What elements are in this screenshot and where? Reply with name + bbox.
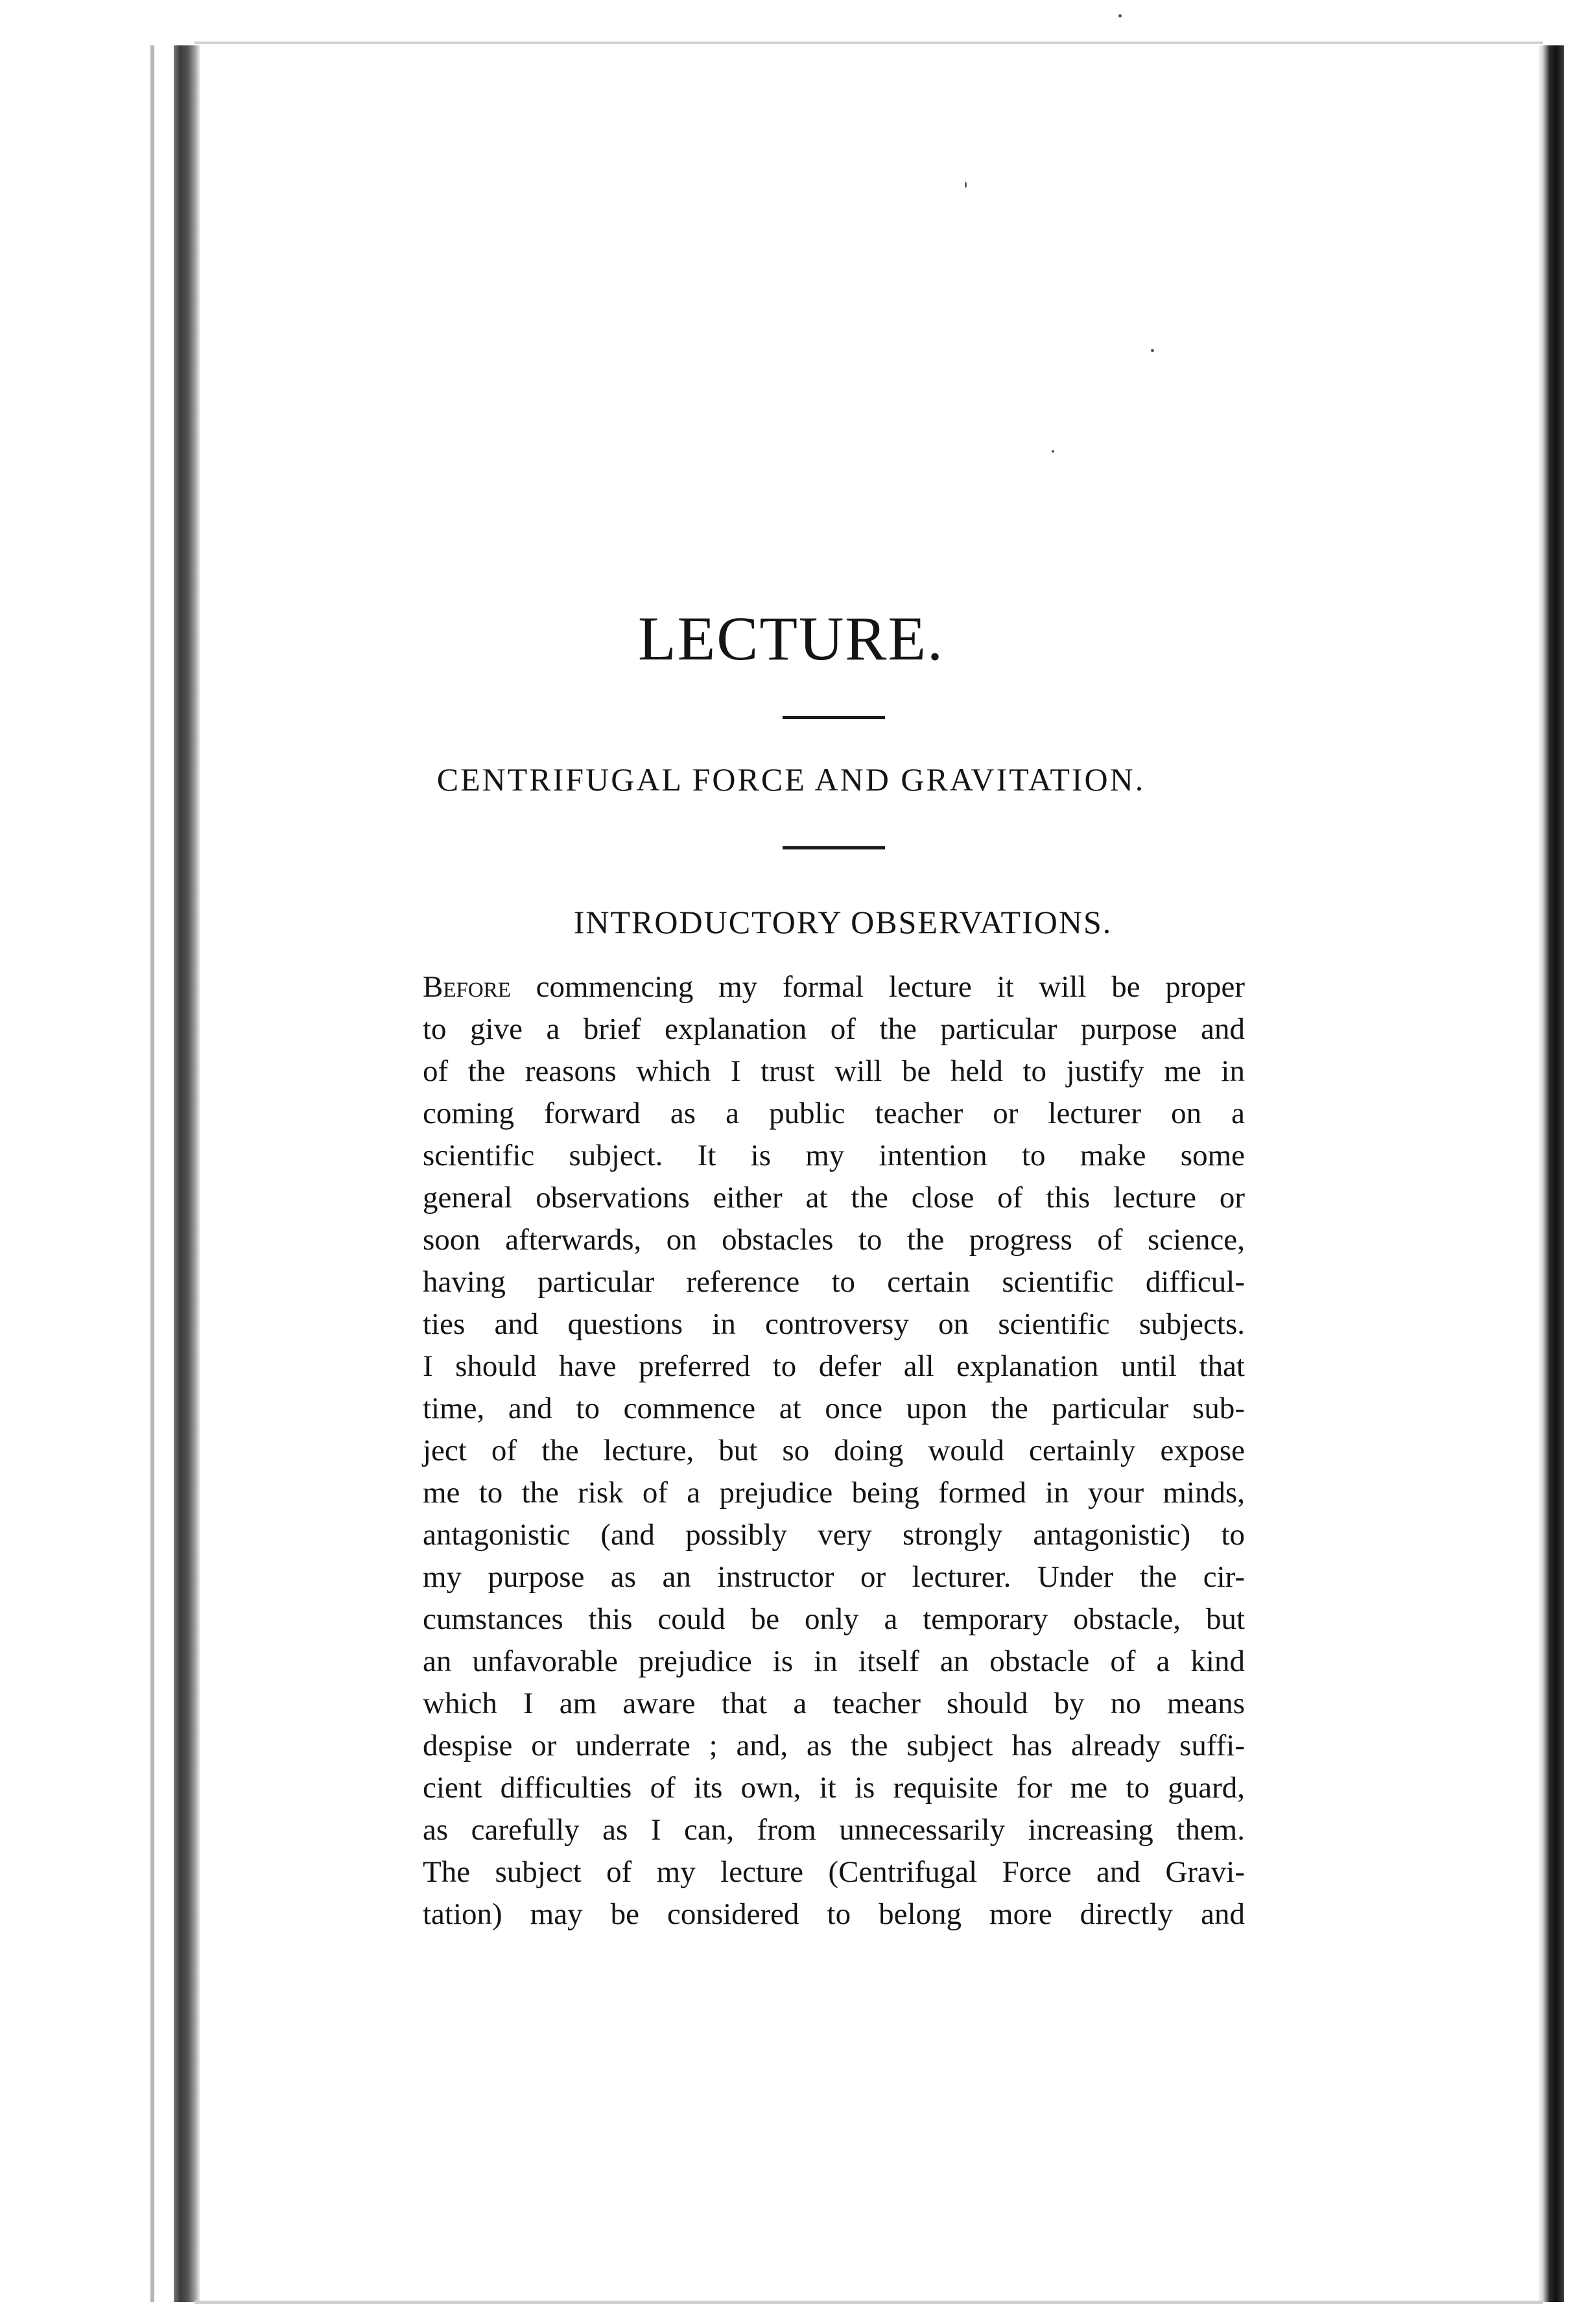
lecture-heading: LECTURE. — [638, 604, 944, 673]
text-line: ject of the lecture, but so doing would certainly expose — [423, 1434, 1245, 1467]
text-line: to give a brief explanation of the particular purpose and — [423, 1012, 1245, 1046]
text-line: antagonistic (and possibly very strongly antagonistic) to — [423, 1518, 1245, 1552]
text-line: of the reasons which I trust will be held to justify me in — [423, 1054, 1245, 1088]
subheading-rule — [783, 846, 885, 849]
text-line: an unfavorable prejudice is in itself an obstacle of a kind — [423, 1644, 1245, 1678]
first-line-text: commencing my formal lecture it will be proper — [510, 970, 1245, 1004]
text-line: as carefully as I can, from unnecessarily increasing them. — [423, 1813, 1245, 1847]
text-line: ties and questions in controversy on scientific subjects. — [423, 1307, 1245, 1341]
text-line: The subject of my lecture (Centrifugal Force and Gravi- — [423, 1855, 1245, 1889]
text-line: my purpose as an instructor or lecturer. Under the cir- — [423, 1560, 1245, 1594]
lecture-subheading: CENTRIFUGAL FORCE AND GRAVITATION. — [436, 761, 1146, 798]
text-line: scientific subject. It is my intention to make some — [423, 1139, 1245, 1172]
text-line: tation) may be considered to belong more directly and — [423, 1897, 1245, 1931]
heading-rule — [783, 716, 885, 719]
section-title: INTRODUCTORY OBSERVATIONS. — [573, 904, 1113, 940]
text-line: having particular reference to certain scientific difficul- — [423, 1265, 1245, 1299]
body-paragraph — [423, 966, 1245, 1936]
text-line: I should have preferred to defer all explanation until that — [423, 1349, 1245, 1383]
text-line: cumstances this could be only a temporary obstacle, but — [423, 1602, 1245, 1636]
text-line: time, and to commence at once upon the particular sub- — [423, 1392, 1245, 1425]
text-line: general observations either at the close of this lecture or — [423, 1181, 1245, 1215]
text-line: which I am aware that a teacher should by no means — [423, 1687, 1245, 1720]
text-line — [423, 966, 1245, 1008]
text-line: cient difficulties of its own, it is requisite for me to guard, — [423, 1771, 1245, 1805]
lead-word: Before — [423, 970, 511, 1004]
text-line: me to the risk of a prejudice being formed in your minds, — [423, 1476, 1245, 1510]
text-line: coming forward as a public teacher or lecturer on a — [423, 1097, 1245, 1130]
text-line: soon afterwards, on obstacles to the progress of science, — [423, 1223, 1245, 1257]
text-line: despise or underrate ; and, as the subject has already suffi- — [423, 1729, 1245, 1762]
